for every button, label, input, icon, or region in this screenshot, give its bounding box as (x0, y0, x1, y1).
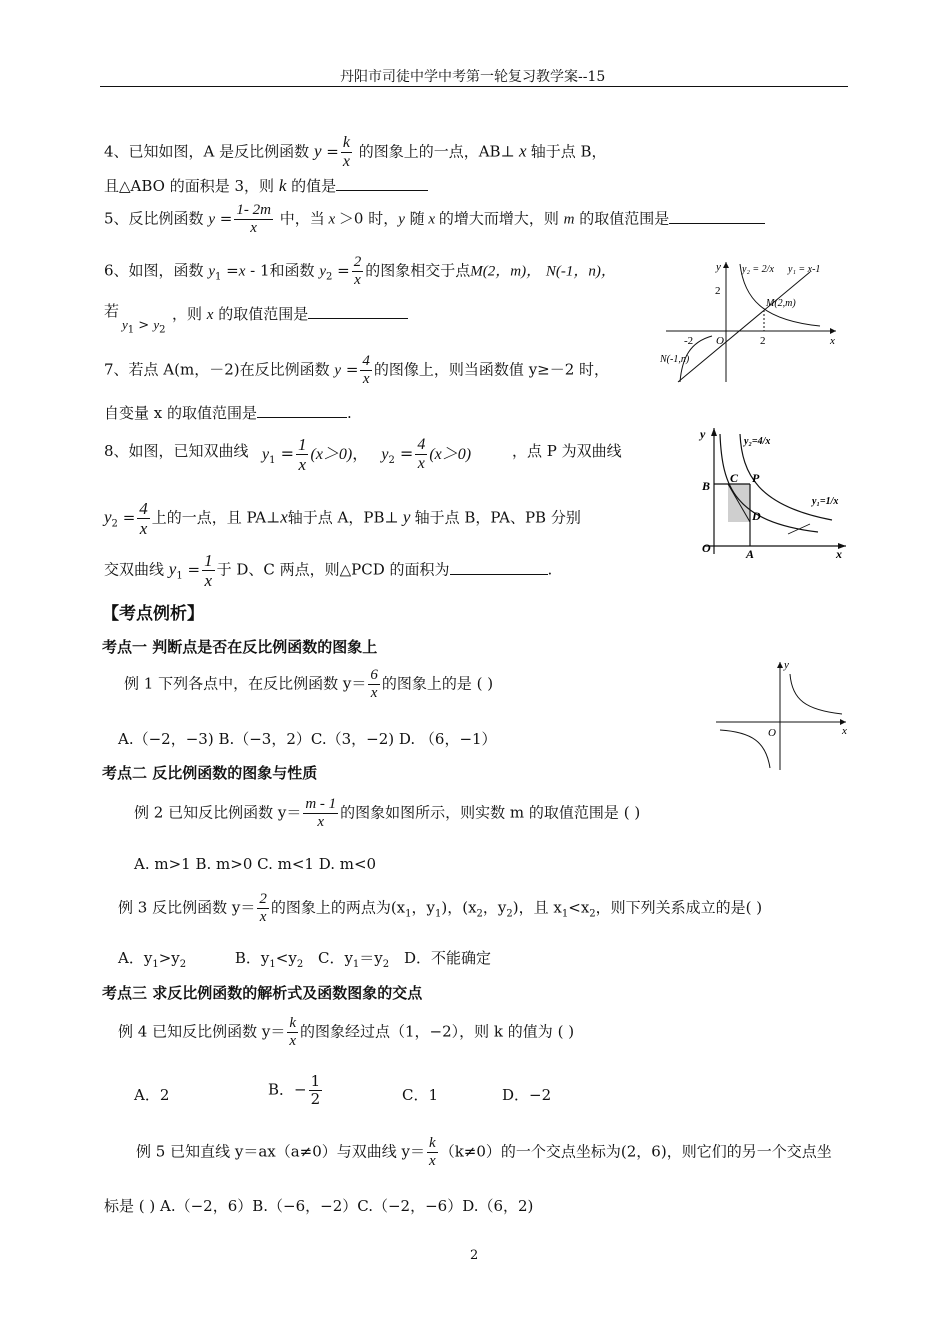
page-header: 丹阳市司徒中学中考第一轮复习教学案--15 (340, 69, 606, 85)
example-1-options: A.（−2，−3) B.（−3，2）C.（3，−2) D. （6，−1） (118, 730, 497, 748)
question-8-line2: $y_2$ = $\frac{4}{x}$ 上的一点，且 PA⊥x轴于点 A，PB⊥ y 轴于点 B，PA、PB 分别 (104, 499, 581, 538)
example-3-options: A．$y_1>y_2$ B．$y_1<y_2$ C．$y_1=y_2$ D．不能确定 (118, 949, 491, 970)
fig6-tick-2y: 2 (715, 285, 721, 297)
fig8-x-label: x (836, 547, 842, 558)
question-4-line2: 且△ABO 的面积是 3，则 k 的值是 (104, 175, 428, 196)
example-3: 例 3 反比例函数 y＝ $\frac{2}{x}$ 的图象上的两点为($x_1$，$y_1$)，($x_2$，$y_2$)，且 $x_1<x_2$，则下列关系成立的是( ) (118, 891, 763, 925)
example-5: 例 5 已知直线 y＝ax（a≠0）与双曲线 y＝ $\frac{k}{x}$ （k≠0）的一个交点坐标为(2，6)，则它们的另一个交点坐 (136, 1135, 832, 1169)
figure-q6-graph (660, 258, 842, 386)
fig8-a-label: A (746, 547, 755, 558)
question-7-line2: 自变量 x 的取值范围是 . (104, 404, 352, 422)
question-6-line2: 若 (104, 302, 120, 320)
fig6-x-label: x (830, 335, 835, 347)
fig6-origin: O (716, 335, 724, 347)
fig8-y2-label: y₂=4/x (744, 436, 771, 447)
question-6: 6、如图，函数 $y_1 =x - 1$和函数 $y_2$ = $\frac{2}{x}$ 的图象相交于点M(2，m)， N(-1，n)， (104, 254, 616, 288)
question-7: 7、若点 A(m，－2)在反比例函数 y = $\frac{4}{x}$ 的图像上，则当函数值 y≥－2 时， (104, 353, 610, 387)
fig-ex2-x-label: x (842, 725, 847, 737)
fig-ex2-y-label: y (784, 659, 789, 671)
page-number: 2 (470, 1248, 479, 1263)
question-8: 8、如图，已知双曲线 (104, 442, 249, 460)
question-6-condition: $y_1 > y_2$ (122, 317, 166, 336)
fig8-y1-label: y₁=1/x (812, 496, 839, 507)
fig6-y2-label: y₂ = 2/x (742, 264, 774, 275)
fig6-y1-label: y₁ = x-1 (788, 264, 821, 275)
fig8-y-label: y (700, 427, 706, 441)
kaodian-3: 考点三 求反比例函数的解析式及函数图象的交点 (102, 984, 423, 1002)
kaodian-1: 考点一 判断点是否在反比例函数的图象上 (102, 638, 378, 656)
example-2-options: A. m>1 B. m>0 C. m<1 D. m<0 (134, 855, 377, 873)
question-8-tail: ，点 P 为双曲线 (512, 442, 622, 460)
fig8-d-label: D (752, 509, 761, 523)
fig8-p-label: P (752, 471, 760, 485)
fig-ex2-origin: O (768, 727, 776, 739)
section-title: 【考点例析】 (102, 604, 204, 624)
fig8-origin: O (702, 541, 711, 555)
figure-ex2-graph (712, 656, 852, 774)
question-4: 4、已知如图，A 是反比例函数 y = $\frac{k}{x}$ 的图象上的一点，AB⊥ x 轴于点 B， (104, 134, 607, 170)
question-8-formulas: $y_1$ = $\frac{1}{x}$ (x＞0)， $y_2$ = $\frac{4}{x}$ (x＞0) (262, 435, 472, 474)
fig6-y-label: y (716, 261, 721, 273)
example-5-line2: 标是 ( ) A.（−2，6）B.（−6，−2）C.（−2，−6）D.（6，2) (104, 1197, 534, 1215)
example-4-option-a: A．2 (134, 1086, 170, 1104)
question-5: 5、反比例函数 y = $\frac{1- 2m}{x}$ 中，当 x ＞0 时，y 随 x 的增大而增大，则 m 的取值范围是 (104, 203, 765, 236)
example-4-option-d: D．−2 (502, 1086, 552, 1104)
fig6-m-label: M(2,m) (766, 298, 796, 309)
example-4-option-b: B．− $\frac{1}{2}$ (268, 1072, 321, 1108)
fig6-n-label: N(-1,n) (660, 354, 690, 365)
example-4: 例 4 已知反比例函数 y＝ $\frac{k}{x}$ 的图象经过点（1，−2），则 k 的值为 ( ) (118, 1015, 575, 1049)
example-4-option-c: C．1 (402, 1086, 439, 1104)
example-1: 例 1 下列各点中，在反比例函数 y＝ $\frac{6}{x}$ 的图象上的是 ( ) (124, 667, 494, 701)
question-8-line3: 交双曲线 $y_1$ = $\frac{1}{x}$ 于 D、C 两点，则△PCD 的面积为 . (104, 551, 553, 590)
figure-q8-graph (686, 424, 850, 558)
fig8-b-label: B (702, 479, 711, 493)
fig8-c-label: C (730, 471, 739, 485)
fig6-tick-2x: 2 (760, 335, 766, 347)
header-rule (100, 86, 848, 87)
question-6-line2-rest: ，则 x 的取值范围是 (172, 303, 408, 324)
fig6-tick-neg2: -2 (684, 335, 694, 347)
example-2: 例 2 已知反比例函数 y＝ $\frac{m - 1}{x}$ 的图象如图所示，则实数 m 的取值范围是 ( ) (134, 796, 641, 830)
kaodian-2: 考点二 反比例函数的图象与性质 (102, 764, 318, 782)
